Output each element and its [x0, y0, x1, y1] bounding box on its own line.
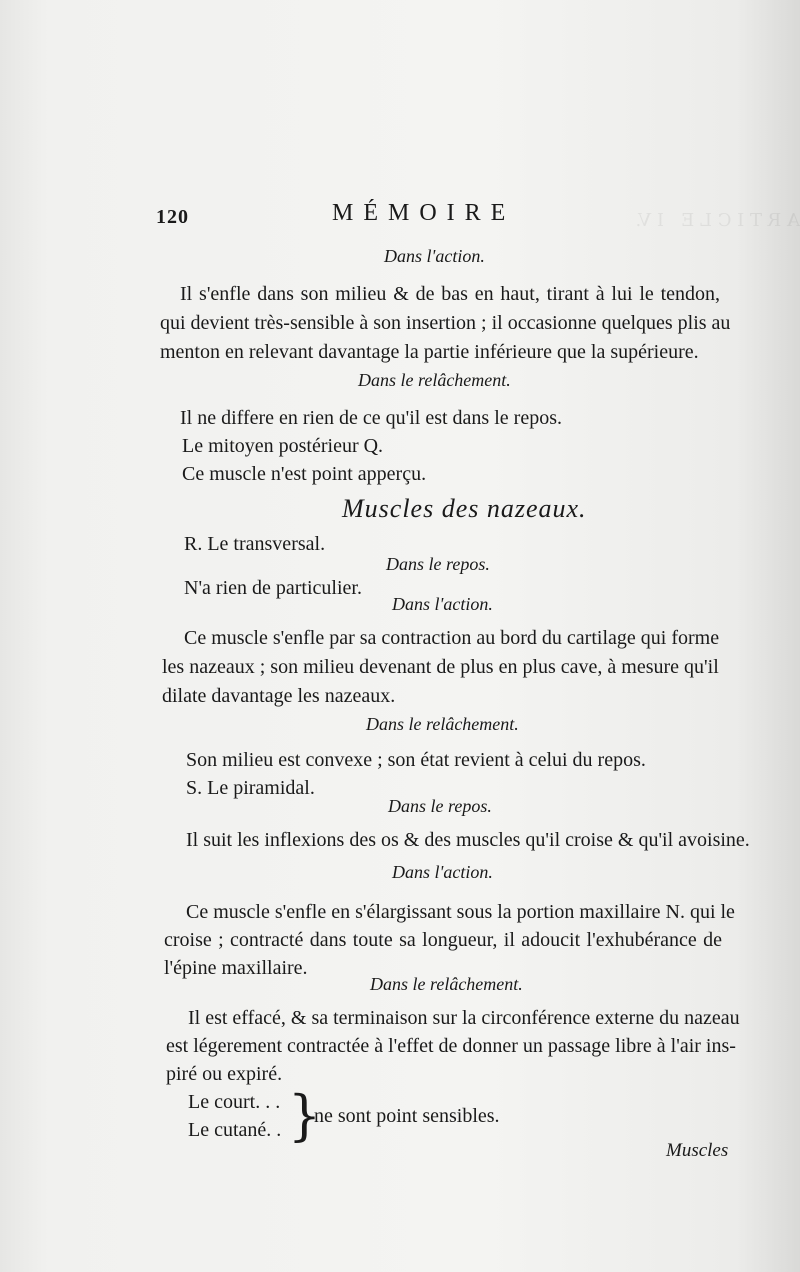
subheading-action: Dans l'action.: [392, 862, 493, 882]
muscle-label: S. Le piramidal.: [186, 777, 315, 799]
paragraph-line: Ce muscle n'est point apperçu.: [182, 463, 427, 485]
muscle-label: R. Le transversal.: [184, 533, 326, 555]
section-title: Muscles des nazeaux.: [342, 494, 587, 523]
muscle-label: Le court. . .: [188, 1091, 281, 1113]
brace-text: ne sont point sensibles.: [314, 1105, 500, 1127]
subheading-action: Dans l'action.: [384, 246, 485, 266]
paragraph-line: dilate davantage les nazeaux.: [162, 685, 396, 707]
subheading-relachement: Dans le relâchement.: [358, 370, 511, 390]
paragraph-line: Ce muscle s'enfle par sa contraction au bord du cartilage qui forme: [184, 627, 720, 649]
subheading-action: Dans l'action.: [392, 594, 493, 614]
muscle-label: Le cutané. .: [188, 1119, 282, 1141]
page-number: 120: [156, 206, 189, 228]
paragraph-line: est légerement contractée à l'effet de donner un passage libre à l'air ins-: [166, 1035, 736, 1057]
paragraph-line: Le mitoyen postérieur Q.: [182, 435, 384, 457]
paragraph-line: Il ne differe en rien de ce qu'il est dans le repos.: [180, 407, 562, 429]
subheading-relachement: Dans le relâchement.: [366, 714, 519, 734]
paragraph-line: Ce muscle s'enfle en s'élargissant sous la portion maxillaire N. qui le: [186, 901, 735, 923]
paragraph-line: l'épine maxillaire.: [164, 957, 308, 979]
page-header: [156, 198, 716, 238]
paragraph-line: Il suit les inflexions des os & des muscles qu'il croise & qu'il avoisine.: [186, 829, 750, 851]
subheading-relachement: Dans le relâchement.: [370, 974, 523, 994]
paragraph-line: Il s'enfle dans son milieu & de bas en haut, tirant à lui le tendon,: [180, 283, 720, 305]
show-through-background: A R T I C L E I V.: [635, 210, 800, 231]
subheading-repos: Dans le repos.: [388, 796, 492, 816]
paragraph-line: les nazeaux ; son milieu devenant de plus en plus cave, à mesure qu'il: [162, 656, 719, 678]
paragraph-line: menton en relevant davantage la partie inférieure que la supérieure.: [160, 341, 699, 363]
paragraph-line: qui devient très-sensible à son insertion ; il occasionne quelques plis au: [160, 312, 731, 334]
catchword: Muscles: [666, 1140, 729, 1161]
subheading-repos: Dans le repos.: [386, 554, 490, 574]
paragraph-line: piré ou expiré.: [166, 1063, 283, 1085]
paragraph-line: Son milieu est convexe ; son état revient à celui du repos.: [186, 749, 646, 771]
running-title: MÉMOIRE: [332, 200, 516, 226]
right-brace: }: [288, 1084, 322, 1148]
paragraph-line: N'a rien de particulier.: [184, 577, 362, 599]
paragraph-line: Il est effacé, & sa terminaison sur la circonférence externe du nazeau: [188, 1007, 740, 1029]
paragraph-line: croise ; contracté dans toute sa longueur, il adoucit l'exhubérance de: [164, 929, 722, 951]
